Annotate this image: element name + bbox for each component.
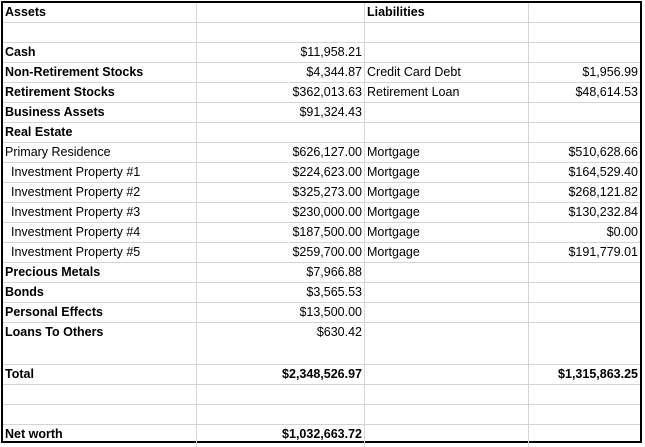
blank-row — [3, 345, 640, 365]
liability-name-cell[interactable] — [365, 283, 529, 302]
liability-value-cell[interactable] — [529, 263, 640, 282]
liability-value-cell[interactable] — [529, 283, 640, 302]
liability-name-cell[interactable]: Mortgage — [365, 243, 529, 262]
empty-cell[interactable] — [529, 3, 640, 22]
table-row — [3, 263, 640, 283]
liability-name-cell[interactable] — [365, 43, 529, 62]
liability-name-cell[interactable]: Credit Card Debt — [365, 63, 529, 82]
empty-cell[interactable] — [529, 405, 640, 424]
empty-cell[interactable] — [197, 405, 365, 424]
table-row — [3, 203, 640, 223]
liability-value-cell[interactable]: $48,614.53 — [575, 85, 638, 99]
asset-name-cell[interactable]: Investment Property #3 — [3, 203, 197, 222]
liability-value-cell[interactable]: $268,121.82 — [568, 185, 638, 199]
empty-cell[interactable] — [365, 345, 529, 364]
asset-name-cell[interactable]: Personal Effects — [3, 303, 197, 322]
empty-cell[interactable] — [365, 23, 529, 42]
total-label[interactable]: Total — [3, 365, 197, 384]
table-row — [3, 43, 640, 63]
asset-value-cell[interactable]: $91,324.43 — [197, 103, 365, 122]
table-row — [3, 143, 640, 163]
asset-name-cell[interactable]: Non-Retirement Stocks — [3, 63, 197, 82]
asset-name-cell[interactable]: Primary Residence — [3, 143, 197, 162]
liability-name-cell[interactable]: Mortgage — [365, 223, 529, 242]
liabilities-total[interactable]: $1,315,863.25 — [558, 367, 638, 381]
asset-value-cell[interactable]: $4,344.87 — [197, 63, 365, 82]
table-row — [3, 323, 640, 345]
table-row — [3, 123, 640, 143]
table-row — [3, 163, 640, 183]
assets-header[interactable]: Assets — [3, 3, 197, 22]
liability-name-cell[interactable] — [365, 323, 529, 345]
asset-value-cell[interactable]: $11,958.21 — [197, 43, 365, 62]
liability-value-cell[interactable]: $130,232.84 — [568, 205, 638, 219]
total-row — [3, 365, 640, 385]
spreadsheet — [1, 1, 642, 443]
asset-value-cell[interactable]: $630.42 — [197, 323, 365, 345]
asset-name-cell[interactable]: Investment Property #5 — [3, 243, 197, 262]
table-row — [3, 63, 640, 83]
empty-cell[interactable] — [197, 385, 365, 404]
asset-name-cell[interactable]: Precious Metals — [3, 263, 197, 282]
liability-value-cell[interactable]: $191,779.01 — [568, 245, 638, 259]
liability-value-cell[interactable]: $1,956.99 — [582, 65, 638, 79]
asset-name-cell[interactable]: Investment Property #1 — [3, 163, 197, 182]
table-row — [3, 83, 640, 103]
empty-cell[interactable] — [529, 385, 640, 404]
empty-cell[interactable] — [365, 405, 529, 424]
liability-value-cell[interactable] — [529, 43, 640, 62]
liability-name-cell[interactable] — [365, 103, 529, 122]
asset-value-cell[interactable]: $230,000.00 — [197, 203, 365, 222]
asset-value-cell[interactable]: $3,565.53 — [197, 283, 365, 302]
data-rows — [3, 43, 640, 345]
empty-cell[interactable] — [365, 425, 529, 447]
asset-name-cell[interactable]: Real Estate — [3, 123, 197, 142]
table-row — [3, 183, 640, 203]
net-worth-value[interactable]: $1,032,663.72 — [197, 425, 365, 447]
table-row — [3, 303, 640, 323]
liability-name-cell[interactable]: Retirement Loan — [365, 83, 529, 102]
empty-cell[interactable] — [197, 345, 365, 364]
asset-value-cell[interactable]: $187,500.00 — [197, 223, 365, 242]
empty-cell[interactable] — [3, 23, 197, 42]
empty-cell[interactable] — [3, 405, 197, 424]
empty-cell[interactable] — [197, 3, 365, 22]
blank-row — [3, 385, 640, 405]
empty-cell[interactable] — [365, 365, 529, 384]
empty-cell[interactable] — [197, 23, 365, 42]
table-row — [3, 283, 640, 303]
assets-total[interactable]: $2,348,526.97 — [197, 365, 365, 384]
blank-row — [3, 23, 640, 43]
asset-value-cell[interactable]: $362,013.63 — [197, 83, 365, 102]
liability-name-cell[interactable]: Mortgage — [365, 183, 529, 202]
asset-name-cell[interactable]: Cash — [3, 43, 197, 62]
empty-cell[interactable] — [529, 425, 640, 447]
net-worth-label[interactable]: Net worth — [3, 425, 197, 447]
net-worth-row — [3, 425, 640, 447]
liability-value-cell[interactable]: $510,628.66 — [568, 145, 638, 159]
blank-row — [3, 405, 640, 425]
liability-value-cell[interactable] — [529, 123, 640, 142]
asset-name-cell[interactable]: Business Assets — [3, 103, 197, 122]
liability-value-cell[interactable] — [529, 323, 640, 345]
asset-name-cell[interactable]: Investment Property #4 — [3, 223, 197, 242]
asset-name-cell[interactable]: Retirement Stocks — [3, 83, 197, 102]
header-row — [3, 3, 640, 23]
table-row — [3, 223, 640, 243]
liability-name-cell[interactable]: Mortgage — [365, 203, 529, 222]
asset-value-cell[interactable]: $325,273.00 — [197, 183, 365, 202]
liability-name-cell[interactable] — [365, 123, 529, 142]
liability-value-cell[interactable] — [529, 103, 640, 122]
asset-name-cell[interactable]: Bonds — [3, 283, 197, 302]
liability-value-cell[interactable] — [529, 303, 640, 322]
empty-cell[interactable] — [3, 385, 197, 404]
liabilities-header[interactable]: Liabilities — [365, 3, 529, 22]
liability-name-cell[interactable] — [365, 303, 529, 322]
liability-name-cell[interactable]: Mortgage — [365, 143, 529, 162]
liability-name-cell[interactable]: Mortgage — [365, 163, 529, 182]
empty-cell[interactable] — [529, 345, 640, 364]
asset-name-cell[interactable]: Loans To Others — [3, 323, 197, 345]
table-row — [3, 103, 640, 123]
empty-cell[interactable] — [3, 345, 197, 364]
asset-value-cell[interactable]: $7,966.88 — [197, 263, 365, 282]
liability-value-cell[interactable]: $164,529.40 — [568, 165, 638, 179]
asset-value-cell[interactable] — [197, 123, 365, 142]
empty-cell[interactable] — [529, 23, 640, 42]
empty-cell[interactable] — [365, 385, 529, 404]
asset-value-cell[interactable]: $224,623.00 — [197, 163, 365, 182]
asset-name-cell[interactable]: Investment Property #2 — [3, 183, 197, 202]
asset-value-cell[interactable]: $626,127.00 — [197, 143, 365, 162]
asset-value-cell[interactable]: $259,700.00 — [197, 243, 365, 262]
table-row — [3, 243, 640, 263]
liability-value-cell[interactable]: $0.00 — [606, 225, 638, 239]
liability-name-cell[interactable] — [365, 263, 529, 282]
asset-value-cell[interactable]: $13,500.00 — [197, 303, 365, 322]
